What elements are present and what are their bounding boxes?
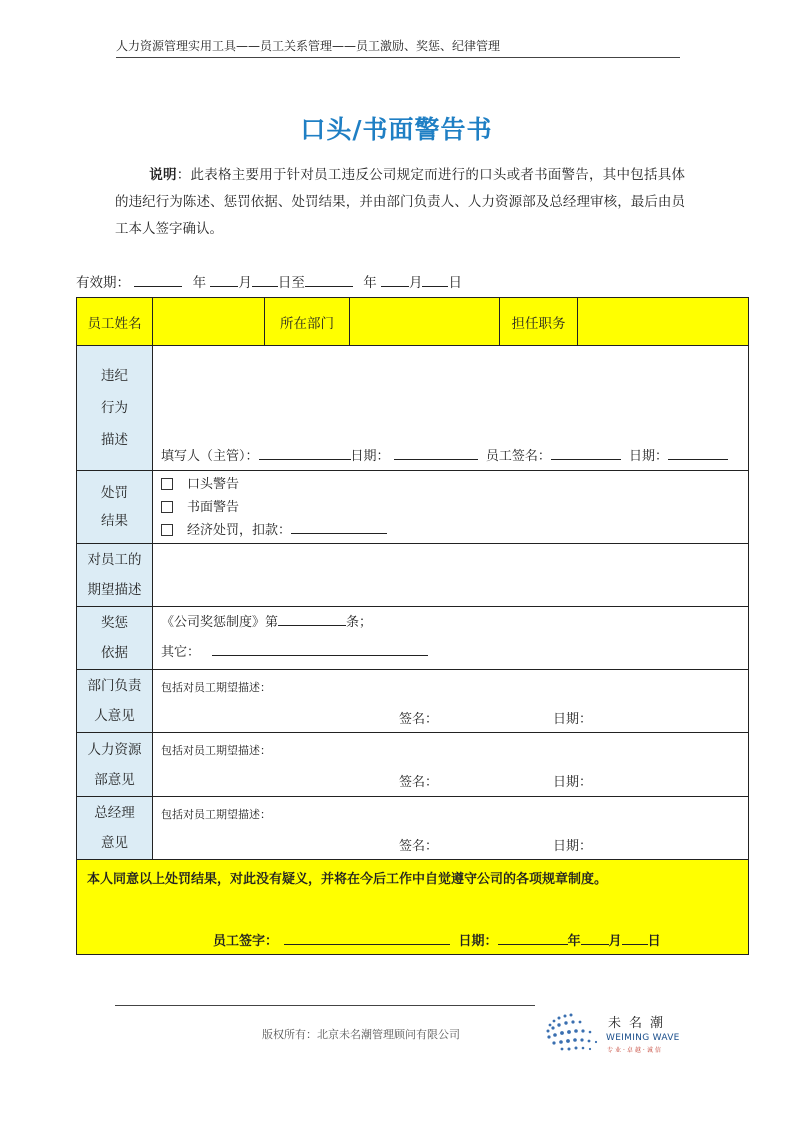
dept-head-label xyxy=(77,670,153,733)
filler-field[interactable] xyxy=(259,445,351,460)
validity-day-text: 日 xyxy=(448,275,462,291)
rule-number-field[interactable] xyxy=(278,611,346,626)
description xyxy=(115,162,685,243)
penalty-option-fine[interactable] xyxy=(161,519,748,542)
gm-date-label: 日期： xyxy=(553,839,593,854)
validity-start-day-field[interactable] xyxy=(252,272,278,287)
checkbox-icon[interactable] xyxy=(161,501,173,513)
dept-head-opinion-field[interactable] xyxy=(153,670,749,733)
hr-date-label: 日期： xyxy=(553,775,593,790)
agreement-day-field[interactable] xyxy=(622,930,648,945)
violation-label xyxy=(77,346,153,471)
gm-label-1: 总经理 xyxy=(94,805,135,821)
validity-start-year-field[interactable] xyxy=(134,272,182,287)
gm-sign-label: 签名： xyxy=(399,839,439,854)
violation-date2-label: 日期： xyxy=(628,449,668,464)
gm-desc: 包括对员工期望描述： xyxy=(161,808,271,821)
validity-line xyxy=(76,271,462,291)
expectation-label-1: 对员工的 xyxy=(87,552,142,568)
basis-content xyxy=(153,607,749,670)
gm-label-2: 意见 xyxy=(101,835,128,851)
other-label: 其它： xyxy=(161,645,201,660)
dept-head-desc: 包括对员工期望描述： xyxy=(161,681,271,694)
agreement-month-field[interactable] xyxy=(581,930,609,945)
penalty-option-written[interactable] xyxy=(161,496,748,519)
document-title: 口头/书面警告书 xyxy=(300,115,493,144)
fine-amount-field[interactable] xyxy=(291,519,387,534)
violation-label-2: 行为 xyxy=(101,400,128,416)
penalty-options xyxy=(153,471,749,544)
rule-prefix: 《公司奖惩制度》第 xyxy=(161,615,279,630)
violation-date2-field[interactable] xyxy=(668,445,728,460)
violation-label-1: 违纪 xyxy=(101,368,128,384)
agreement-date-label: 日期： xyxy=(458,934,498,949)
violation-label-3: 描述 xyxy=(101,432,128,448)
violation-sign-line xyxy=(161,445,728,464)
employee-name-field[interactable] xyxy=(153,298,265,346)
description-text: ：此表格主要用于针对员工违反公司规定而进行的口头或者书面警告，其中包括具体的违纪行为陈述、惩罚依据、处罚结果，并由部门负责人、人力资源部及总经理审核，最后由员工本人签字确认。 xyxy=(115,167,686,237)
expectation-label xyxy=(77,544,153,607)
gm-label xyxy=(77,797,153,860)
hr-sign-label: 签名： xyxy=(399,775,439,790)
dept-head-label-1: 部门负责 xyxy=(87,678,142,694)
penalty-label xyxy=(77,471,153,544)
hr-desc: 包括对员工期望描述： xyxy=(161,744,271,757)
validity-day-to-text: 日至 xyxy=(277,275,305,291)
basis-label-1: 奖惩 xyxy=(101,615,128,631)
hr-label xyxy=(77,733,153,797)
agreement-text: 本人同意以上处罚结果，对此没有疑义，并将在今后工作中自觉遵守公司的各项规章制度。 xyxy=(87,872,608,887)
hr-label-1: 人力资源 xyxy=(87,741,142,758)
logo-english-name: WEIMING WAVE xyxy=(606,1033,680,1043)
hr-opinion-field[interactable] xyxy=(153,733,749,797)
logo-slogan: 专业·卓越·诚信 xyxy=(607,1047,663,1054)
gm-opinion-field[interactable] xyxy=(153,797,749,860)
checkbox-icon[interactable] xyxy=(161,478,173,490)
validity-label: 有效期： xyxy=(76,275,130,291)
validity-month-text: 月 xyxy=(238,275,252,291)
department-label: 所在部门 xyxy=(265,298,350,346)
employee-sign-field[interactable] xyxy=(551,445,621,460)
rule-suffix: 条； xyxy=(346,615,373,630)
basis-label-2: 依据 xyxy=(101,645,128,661)
agreement-sign-label: 员工签字： xyxy=(213,934,279,949)
filler-label: 填写人（主管）： xyxy=(161,449,259,464)
violation-description-field[interactable] xyxy=(153,346,749,471)
validity-end-day-field[interactable] xyxy=(422,272,448,287)
expectation-field[interactable] xyxy=(153,544,749,607)
basis-label xyxy=(77,607,153,670)
dept-head-sign-label: 签名： xyxy=(399,712,439,727)
violation-date-label: 日期： xyxy=(350,449,390,464)
dept-head-label-2: 人意见 xyxy=(94,708,135,724)
agreement-month-text: 月 xyxy=(608,934,622,949)
department-field[interactable] xyxy=(350,298,500,346)
footer-divider xyxy=(115,1005,535,1006)
checkbox-icon[interactable] xyxy=(161,524,173,536)
employee-name-label: 员工姓名 xyxy=(77,298,153,346)
expectation-label-2: 期望描述 xyxy=(87,582,142,598)
violation-date-field[interactable] xyxy=(394,445,478,460)
position-label: 担任职务 xyxy=(500,298,578,346)
agreement-section xyxy=(77,860,749,955)
description-label: 说明 xyxy=(149,167,177,183)
other-field[interactable] xyxy=(212,641,428,656)
penalty-option-fine-label: 经济处罚，扣款： xyxy=(187,522,292,538)
validity-month-text-2: 月 xyxy=(408,275,423,291)
copyright-text: 版权所有：北京未名潮管理顾问有限公司 xyxy=(262,1028,460,1041)
position-field[interactable] xyxy=(578,298,749,346)
agreement-year-text: 年 xyxy=(567,934,581,949)
validity-start-month-field[interactable] xyxy=(210,272,238,287)
penalty-option-written-label: 书面警告 xyxy=(187,499,240,515)
validity-end-month-field[interactable] xyxy=(381,272,409,287)
penalty-option-verbal-label: 口头警告 xyxy=(187,476,240,492)
agreement-day-text: 日 xyxy=(647,934,661,949)
validity-year-text: 年 xyxy=(192,275,207,291)
agreement-sign-field[interactable] xyxy=(284,930,450,945)
validity-end-year-field[interactable] xyxy=(305,272,353,287)
warning-form-table xyxy=(76,297,749,955)
penalty-label-2: 结果 xyxy=(101,513,128,529)
agreement-sign-line xyxy=(213,930,661,949)
penalty-label-1: 处罚 xyxy=(101,485,128,501)
hr-label-2: 部意见 xyxy=(94,771,135,788)
dept-head-date-label: 日期： xyxy=(553,712,593,727)
validity-year-text-2: 年 xyxy=(363,275,377,291)
wave-logo-icon xyxy=(540,1005,610,1055)
logo-chinese-name: 未名潮 xyxy=(608,1016,672,1031)
employee-sign-label: 员工签名： xyxy=(485,449,551,464)
page-header: 人力资源管理实用工具——员工关系管理——员工激励、奖惩、纪律管理 xyxy=(116,37,680,58)
penalty-option-verbal[interactable] xyxy=(161,473,748,496)
agreement-year-field[interactable] xyxy=(498,930,568,945)
